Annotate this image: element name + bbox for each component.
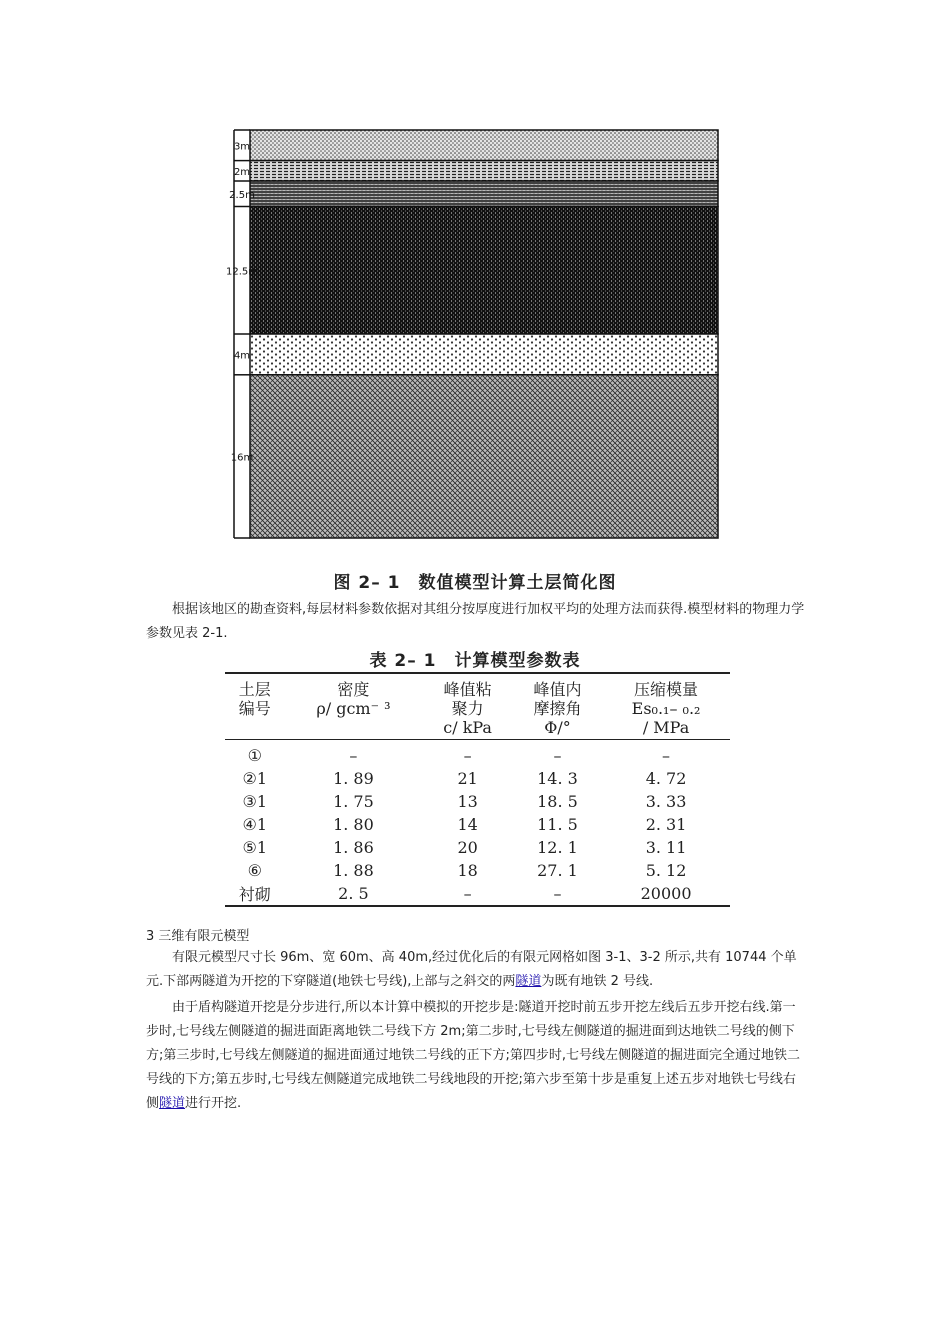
layer-thickness-label: 2m: [233, 166, 251, 178]
section-paragraph-2: [146, 996, 808, 1116]
table-cell: ②1: [242, 769, 267, 788]
parameter-table: [225, 672, 730, 907]
soil-layer-6: [250, 375, 718, 538]
table-cell: 1. 88: [333, 861, 374, 880]
table-cell: 1. 75: [333, 792, 374, 811]
table-row: [225, 767, 730, 790]
table-cell: 2. 5: [284, 882, 422, 906]
table-cell: 12. 1: [537, 838, 578, 857]
table-cell: ①: [247, 746, 262, 765]
layer-thickness-label: 3m: [233, 141, 251, 153]
section-paragraph-1: [146, 946, 808, 994]
table-cell: –: [349, 746, 358, 765]
table-cell: –: [662, 746, 671, 765]
table-row: [225, 859, 730, 882]
section-title: 3 三维有限元模型: [146, 929, 250, 944]
table-cell: 11. 5: [537, 815, 578, 834]
table-header-line: 压缩模量: [634, 680, 699, 699]
table-cell: 13: [457, 792, 478, 811]
table-cell: 18. 5: [537, 792, 578, 811]
table-cell: 14. 3: [537, 769, 578, 788]
table-cell: –: [513, 882, 602, 906]
table-cell: 1. 89: [333, 769, 374, 788]
table-cell: 1. 80: [333, 815, 374, 834]
table-row: [225, 740, 730, 768]
table-cell: ⑤1: [242, 838, 267, 857]
table-cell: 衬砌: [225, 882, 284, 906]
table-caption: 表 2– 1 计算模型参数表: [369, 651, 581, 671]
table-header-line: 摩擦角: [533, 699, 582, 718]
table-cell: 2. 31: [645, 815, 687, 834]
paragraph-intro: [146, 598, 808, 646]
table-header-line: c/ kPa: [443, 718, 492, 737]
layer-thickness-label: 4m: [233, 350, 251, 362]
table-header-line: 密度: [337, 680, 370, 699]
table-cell: ⑥: [247, 861, 262, 880]
table-cell: –: [463, 746, 472, 765]
table-header-line: 编号: [238, 699, 271, 718]
layer-thickness-label: 2.5m: [229, 189, 255, 201]
table-cell: 5. 12: [645, 861, 687, 880]
table-cell: –: [422, 882, 513, 906]
soil-layer-3: [250, 181, 718, 207]
tunnel-link-1[interactable]: 隧道: [515, 974, 542, 989]
table-cell: 20000: [602, 882, 730, 906]
tunnel-link-2[interactable]: 隧道: [159, 1096, 186, 1111]
table-cell: 14: [457, 815, 478, 834]
table-cell: –: [553, 746, 562, 765]
table-header-cell: [422, 673, 513, 740]
table-cell: 1. 86: [333, 838, 374, 857]
table-cell: 18: [457, 861, 478, 880]
section-p1-text-a: 有限元模型尺寸长 96m、宽 60m、高 40m,经过优化后的有限元网格如图 3-1、3-2 所示,共有 10744 个单元.下部两隧道为开挖的下穿隧道(地铁七号线),上部与之斜交的两: [146, 950, 797, 989]
table-cell: 20: [457, 838, 478, 857]
table-header-cell: [284, 673, 422, 740]
soil-layer-2: [250, 161, 718, 181]
table-header-cell: [225, 673, 284, 740]
table-cell: 21: [457, 769, 478, 788]
table-header-line: 峰值内: [533, 680, 582, 699]
table-cell: ③1: [242, 792, 267, 811]
table-header-cell: [513, 673, 602, 740]
section-p2-text-b: 进行开挖.: [185, 1096, 242, 1111]
table-cell: 4. 72: [645, 769, 687, 788]
table-row: [225, 790, 730, 813]
table-row: [225, 882, 730, 906]
table-header-line: Φ/°: [544, 718, 571, 737]
table-cell: 3. 11: [645, 838, 687, 857]
soil-layer-5: [250, 334, 718, 375]
paragraph-intro-text: 根据该地区的勘查资料,每层材料参数依据对其组分按厚度进行加权平均的处理方法而获得.模型材料的物理力学参数见表 2-1.: [146, 602, 805, 641]
table-header-line: Es₀.₁– ₀.₂: [631, 699, 701, 718]
table-header-row: [225, 673, 730, 740]
table-header-line: 聚力: [451, 699, 484, 718]
table-cell: 3. 33: [645, 792, 687, 811]
table-row: [225, 836, 730, 859]
table-header-line: 土层: [238, 680, 271, 699]
table-header-line: ρ/ gcm⁻ ³: [316, 699, 391, 718]
layer-thickness-label: 16m: [230, 452, 254, 464]
section-p1-text-b: 为既有地铁 2 号线.: [541, 974, 654, 989]
section-p2-text-a: 由于盾构隧道开挖是分步进行,所以本计算中模拟的开挖步是:隧道开挖时前五步开挖左线后五步开挖右线.第一步时,七号线左侧隧道的掘进面距离地铁二号线下方 2m;第二步时,七号线左侧隧道的掘进面到达地铁二号线的侧下方;第三步时,七号线左侧隧道的掘进面通过地铁二号线的正下方;第四步时,七号线左侧隧道的掘进面完全通过地铁二号线的下方;第五步时,七号线左侧隧道完成地铁二号线地段的开挖;第六步至第十步是重复上述五步对地铁七号线右侧: [146, 1000, 801, 1111]
table-cell: 27. 1: [537, 861, 578, 880]
table-header-line: / MPa: [642, 718, 690, 737]
table-body: [225, 740, 730, 907]
soil-layer-figure: [225, 128, 725, 544]
table-header-cell: [602, 673, 730, 740]
figure-caption: 图 2– 1 数值模型计算土层简化图: [333, 573, 617, 593]
table-header-line: 峰值粘: [443, 680, 492, 699]
layer-thickness-label: 12.5m: [225, 266, 259, 278]
table-row: [225, 813, 730, 836]
soil-layer-4: [250, 207, 718, 335]
table-cell: ④1: [242, 815, 267, 834]
soil-layer-1: [250, 130, 718, 161]
